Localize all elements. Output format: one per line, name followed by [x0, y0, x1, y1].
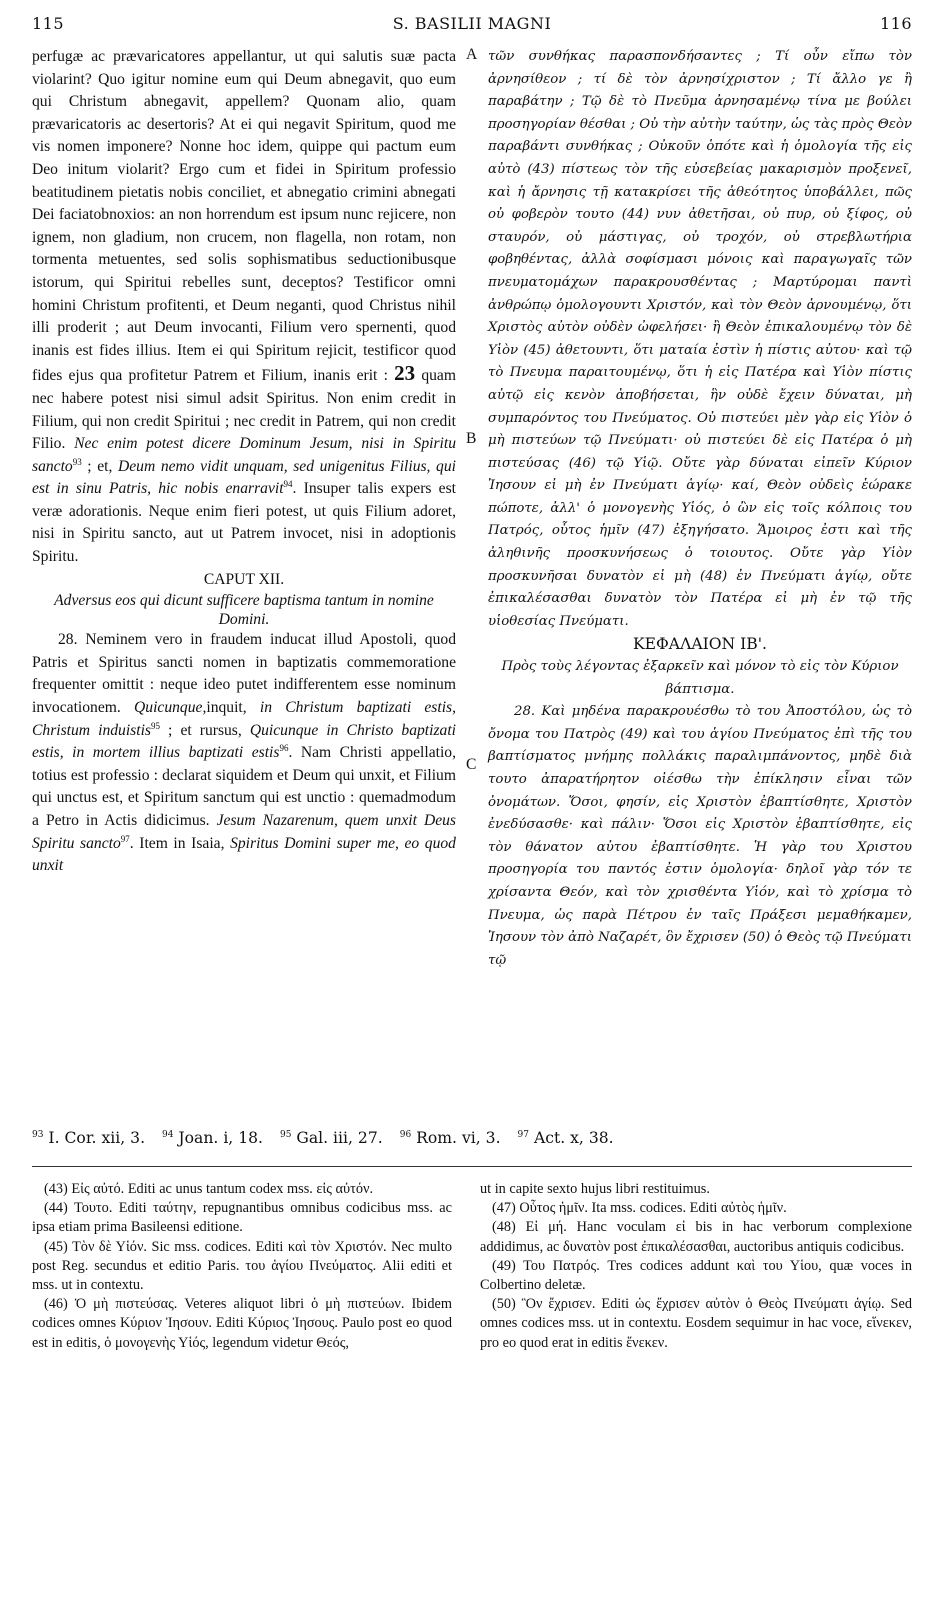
footnote-ref: 93	[72, 456, 82, 467]
critical-note: (45) Τὸν δὲ Υἱόν. Sic mss. codices. Editi καὶ τὸν Χριστόν. Nec multo post Reg. secundus et editio Paris. του ἁγίου Πνεύματος. Alii editi et mss. ut in contextu.	[32, 1238, 452, 1294]
greek-column	[488, 46, 912, 972]
chapter-subtitle-greek: Πρὸς τοὺς λέγοντας ἐξαρκεῖν καὶ μόνον τὸ εἰς τὸν Κύριον βάπτισμα.	[501, 659, 899, 697]
scripture-references	[32, 1129, 912, 1147]
footnote-ref: 97	[120, 833, 130, 844]
chapter-subtitle: Adversus eos qui dicunt sufficere baptisma tantum in nomine Domini.	[54, 592, 434, 629]
notes-left-column	[32, 1180, 452, 1353]
latin-text: . Insuper talis expers est veræ adorationis. Neque enim fieri potest, ut quis Filium adoret, nisi in Spiritu sancto, aut ut Patrem invocet, nisi in adoptionis Spiritu.	[32, 480, 456, 566]
latin-paragraph-1	[32, 46, 456, 569]
page-number-right: 116	[879, 14, 912, 33]
chapter-heading: CAPUT XII.	[203, 570, 285, 588]
critical-note: (43) Εἰς αὐτό. Editi ac unus tantum codex mss. εἰς αὐτόν.	[44, 1181, 374, 1197]
scripture-ref: $^{97}$ Act. x, 38.	[517, 1129, 614, 1147]
latin-quote: in Christum baptizati estis, Christum induistis	[32, 699, 457, 739]
page-number-left: 115	[32, 14, 65, 33]
footnote-divider	[32, 1166, 912, 1167]
latin-quote: Deum nemo vidit unquam, sed unigenitus Filius, qui est in sinu Patris, hic nobis enarravit	[32, 457, 456, 498]
footnote-ref: 96	[279, 743, 289, 754]
latin-text: . Item in Isaia,	[129, 834, 225, 852]
footnote-ref: 95	[150, 720, 160, 731]
critical-note: (50) Ὃν ἔχρισεν. Editi ὡς ἔχρισεν αὐτὸν ὁ Θεὸς Πνεύματι ἁγίῳ. Sed omnes codices mss. ut in contextu. Eosdem sequimur in hac voce, εἵνεκεν, pro eo quod erat in editis ἕνεκεν.	[480, 1296, 912, 1351]
critical-note: (47) Οὗτος ἡμῖν. Ita mss. codices. Editi αὐτὸς ἡμῖν.	[492, 1200, 787, 1217]
latin-paragraph-2	[32, 629, 456, 878]
latin-quote: Spiritus Domini super me, eo quod unxit	[32, 834, 456, 875]
latin-quote: Nec enim potest dicere Dominum Jesum, nisi in Spiritu sancto	[32, 435, 456, 475]
running-header	[32, 14, 912, 38]
margin-letter-c: C	[466, 756, 477, 773]
critical-note: (49) Του Πατρός. Tres codices addunt καὶ του Υἱου, quæ voces in Colbertino deletæ.	[480, 1257, 912, 1294]
latin-text: perfugæ ac prævaricatores appellantur, ut qui salutis suæ pacta violarint? Quo igitur nomine eum qui Deum abnegavit, quo eum qui Christum abnegavit, appellem? Quonam alio, quam prævaricatoris ac desertoris? At ei qui negavit Spiritum, quod me vis nomen imponere? Nonne hoc idem, quippe qui pactum eum Deo initum violarit? Ergo cum et fidei in Spiritum professio beatitudinem pietatis nobis conciliet, et abnegatio crimini abnegati Dei faciatobnoxios: an non horrendum est ipsum nunc rejicere, non ignem, non gladium, non crucem, non flagella, non rotam, non tormenta metuentes, sed solis sophismatibus seductionibusque istorum, qui Spiritui rebelles sunt, deceptos? Testificor omni homini Christum profitenti, et Deum neganti, quod Christus nihil illi proderit ; aut Deum invocanti, Filium vero spernenti, quod inanis est fides illius. Item ei qui Spiritum rejicit, testificor quod fides ejus qua profitetur Patrem et Filium, inanis erit :	[32, 48, 456, 385]
margin-letter-a: A	[466, 46, 478, 63]
latin-quote: Jesum Nazarenum, quem unxit Deus Spiritu sancto	[32, 812, 456, 852]
scripture-ref: $^{94}$ Joan. i, 18.	[162, 1129, 264, 1147]
greek-paragraph-2: 28. Καὶ μηδένα παρακρουέσθω τὸ του Ἀποστόλου, ὡς τὸ ὄνομα του Πατρὸς (49) καὶ του ἁγίου Πνεύματος ἐπὶ τῆς του βαπτίσματος μνήμης πολλάκις παραλιμπάνοντος, μηδὲ διὰ τουτο ἀπαρατήρητον οἰέσθω τὴν ἐπίκλησιν εἶναι τῶν ὀνομάτων. Ὅσοι, φησίν, εἰς Χριστὸν ἐβαπτίσθητε, Χριστὸν ἐνεδύσασθε· καὶ πάλιν· Ὅσοι εἰς Χριστὸν ἐβαπτίσθητε, εἰς τὸν θάνατον αὐτου ἐβαπτίσθητε. Ἡ γὰρ του Χριστου προσηγορία του παντός ἐστιν ὁμολογία· δηλοῖ γὰρ τόν τε χρίσαντα Θεόν, καὶ τὸν χρισθέντα Υἱόν, καὶ τὸ χρίσμα τὸ Πνευμα, ὡς παρὰ Πέτρου ἐν ταῖς Πράξεσι μεμαθήκαμεν, Ἰησουν τὸν ἀπὸ Ναζαρέτ, ὃν ἔχρισεν (50) ὁ Θεὸς τῷ Πνεύματι τῷ	[488, 704, 912, 968]
scripture-ref: $^{95}$ Gal. iii, 27.	[279, 1129, 383, 1147]
critical-note: (44) Τουτο. Editi ταύτην, repugnantibus omnibus codicibus mss. ac ipsa etiam prima Basileensi editione.	[32, 1200, 452, 1236]
greek-paragraph-1: τῶν συνθήκας παρασπονδήσαντες ; Τί οὖν εἴπω τὸν ἀρνησίθεον ; τί δὲ τὸν ἀρνησίχριστον ; Τί ἄλλο γε ἢ παραβάτην ; Τῷ δὲ τὸ Πνεῦμα ἀρνησαμένῳ τίνα με βούλει προσηγορίαν θέσθαι ; Οὐ τὴν αὐτὴν ταύτην, ὡς τὰς πρὸς Θεὸν παραβάντι συνθήκας ; Οὐκοῦν ὁπότε καὶ ἡ ὁμολογία τῆς εἰς αὐτὸ (43) πίστεως τὸν τῆς εὐσεβείας μακαρισμὸν προξενεῖ, καὶ ἡ ἄρνησις τῇ κατακρίσει τῆς ἀθεότητος ὑποβάλλει, πῶς οὐ φοβερὸν τουτο (44) νυν ἀθετῆσαι, οὐ πυρ, οὐ ξίφος, οὐ σταυρόν, οὐ μάστιγας, οὐ τροχόν, οὐ στρεβλωτήρια φοβηθέντας, ἀλλὰ σοφίσμασι μόνοις καὶ παραγωγαῖς τῶν πνευματομάχων παρακρουσθέντας ; Μαρτύρομαι παντὶ ἀνθρώπῳ ὁμολογουντι Χριστόν, καὶ τὸν Θεὸν ἀρνουμένῳ, ὅτι Χριστὸς αὐτὸν οὐδὲν ὠφελήσει· ἢ Θεὸν ἐπικαλουμένῳ τὸν δὲ Υἱὸν (45) ἀθετουντι, ὅτι ματαία ἐστὶν ἡ πίστις αὐτου· καὶ τῷ τὸ Πνευμα παραιτουμένῳ, ὅτι ἡ εἰς Πατέρα καὶ Υἱὸν πίστις αὐτῷ εἰς κενὸν ἀποβήσεται, ἣν οὐδὲ ἔχειν δύναται, μὴ συμπαρόντος του Πνεύματος. Οὐ πιστεύει μὲν γὰρ εἰς Υἱὸν ὁ μὴ πιστεύων τῷ Πνεύματι· οὐ πιστεύει δὲ εἰς Πατέρα ὁ μὴ πιστεύσας (46) τῷ Υἱῷ. Οὔτε γὰρ δύναται εἰπεῖν Κύριον Ἰησουν εἰ μὴ ἐν Πνεύματι ἁγίῳ· καί, Θεὸν οὐδεὶς ἑώρακε πώποτε, ἀλλ' ὁ μονογενὴς Υἱός, ὁ ὢν εἰς τοῖς κόλποις του Πατρός, οὗτος ἡμῖν (47) ἐξηγήσατο. Ἄμοιρος ἐστι καὶ τῆς ἀληθινῆς προσκυνήσεως ὁ τοιουτος. Οὔτε γὰρ Υἱὸν προσκυνῆσαι δυνατὸν εἰ μὴ (48) ἐν Πνεύματι ἁγίῳ, οὔτε ἐπικαλέσασθαι δυνατὸν τὸν Πατέρα εἰ μὴ ἐν τῷ τῆς υἱοθεσίας Πνεύματι.	[488, 49, 912, 629]
critical-note: (46) Ὁ μὴ πιστεύσας. Veteres aliquot libri ὁ μὴ πιστεύων. Ibidem codices omnes Κύριον Ἰησουν. Editi Κύριος Ἰησους. Paulo post eo quod est in editis, ὁ μονογενὴς Υἱός, legendum videtur Θεός,	[32, 1296, 452, 1351]
latin-text: quam nec habere potest nisi simul adsit Spiritus. Non enim credit in Filium, qui non credit Spiritui ; nec credit in Patrem, qui non credit Filio.	[32, 367, 456, 453]
critical-note: (48) Εἰ μή. Hanc voculam εἰ bis in hac verborum complexione addidimus, ac δυνατὸν post ἐπικαλέσασθαι, auctoribus antiquis codicibus.	[480, 1219, 912, 1255]
margin-letter-b: B	[466, 430, 477, 447]
notes-right-column	[480, 1180, 912, 1353]
latin-text: 28. Neminem vero in fraudem inducat illud Apostoli, quod Patris et Spiritus sancti nomen in baptizatis commemoratione frequenter omittit : neque ideo putet indifferentem esse nominum invocationem.	[32, 631, 456, 717]
critical-note: ut in capite sexto hujus libri restituimus.	[480, 1181, 710, 1197]
latin-column	[32, 46, 456, 878]
latin-text: inquit,	[206, 699, 247, 717]
latin-quote: Quicunque in Christo baptizati estis, in mortem illius baptizati estis	[32, 721, 456, 762]
running-title: S. BASILII MAGNI	[392, 14, 552, 33]
latin-text: ; et rursus,	[159, 721, 242, 739]
scripture-ref: $^{93}$ I. Cor. xii, 3.	[32, 1129, 146, 1147]
latin-text: ; et,	[81, 457, 113, 475]
latin-text: . Nam Christi appellatio, totius est professio : declarat siquidem et Deum qui unxit, et Filium qui unctus est, et Spiritum sanctum qui est unctio : quemadmodum a Petro in Actis didicimus.	[32, 744, 457, 829]
footnote-ref: 94	[283, 479, 293, 490]
chapter-heading-greek: ΚΕΦΑΛΑΙΟΝ ΙΒ'.	[632, 635, 767, 654]
scripture-ref: $^{96}$ Rom. vi, 3.	[399, 1129, 501, 1147]
latin-quote: Quicunque,	[134, 699, 207, 717]
section-number: 23	[394, 361, 416, 386]
